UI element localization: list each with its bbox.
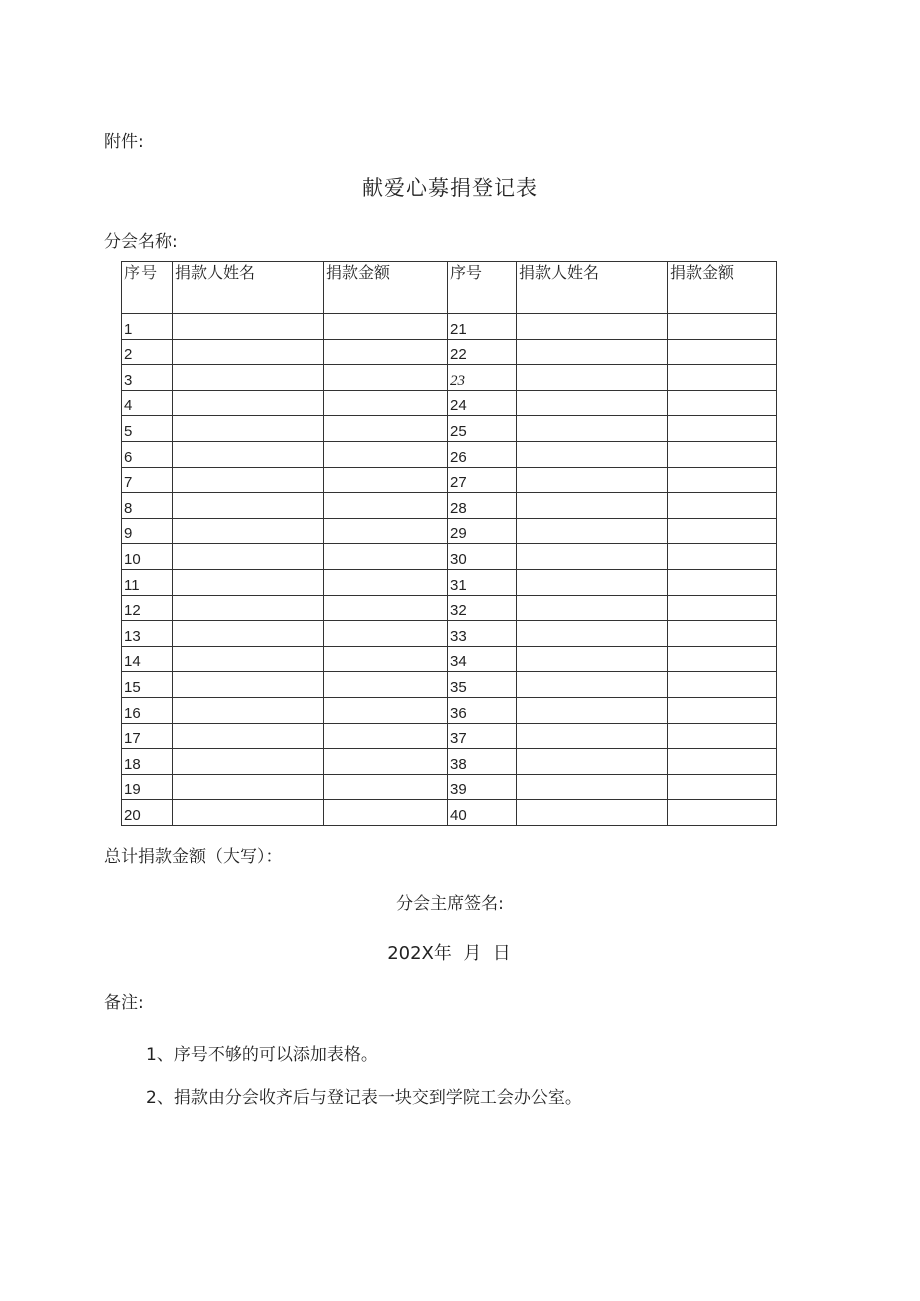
- seq-left-cell: 19: [122, 774, 173, 800]
- header-donor-name-left: 捐款人姓名: [173, 262, 324, 314]
- header-seq-right: 序号: [448, 262, 517, 314]
- seq-right-cell: 28: [448, 493, 517, 519]
- remarks-label: 备注:: [104, 993, 144, 1013]
- amount-left-cell[interactable]: [324, 390, 448, 416]
- donor-name-left-cell[interactable]: [173, 800, 324, 826]
- donor-name-right-cell[interactable]: [517, 416, 668, 442]
- amount-right-cell[interactable]: [668, 314, 777, 340]
- amount-left-cell[interactable]: [324, 749, 448, 775]
- amount-right-cell[interactable]: [668, 800, 777, 826]
- seq-right-cell: 39: [448, 774, 517, 800]
- table-row: [122, 441, 777, 467]
- amount-right-cell[interactable]: [668, 416, 777, 442]
- donor-name-right-cell[interactable]: [517, 774, 668, 800]
- donor-name-right-cell[interactable]: [517, 723, 668, 749]
- donor-name-right-cell[interactable]: [517, 646, 668, 672]
- seq-right-cell: 22: [448, 339, 517, 365]
- amount-left-cell[interactable]: [324, 416, 448, 442]
- amount-right-cell[interactable]: [668, 749, 777, 775]
- donor-name-right-cell[interactable]: [517, 467, 668, 493]
- donor-name-right-cell[interactable]: [517, 365, 668, 391]
- donor-name-left-cell[interactable]: [173, 646, 324, 672]
- seq-left-cell: 11: [122, 569, 173, 595]
- donor-name-left-cell[interactable]: [173, 339, 324, 365]
- amount-right-cell[interactable]: [668, 441, 777, 467]
- seq-right-cell: 30: [448, 544, 517, 570]
- donor-name-right-cell[interactable]: [517, 544, 668, 570]
- table-row: [122, 416, 777, 442]
- amount-left-cell[interactable]: [324, 467, 448, 493]
- amount-right-cell[interactable]: [668, 390, 777, 416]
- table-row: [122, 800, 777, 826]
- seq-right-cell: 38: [448, 749, 517, 775]
- seq-right-cell: 40: [448, 800, 517, 826]
- donor-name-left-cell[interactable]: [173, 697, 324, 723]
- donor-name-right-cell[interactable]: [517, 595, 668, 621]
- seq-left-cell: 13: [122, 621, 173, 647]
- seq-left-cell: 5: [122, 416, 173, 442]
- attachment-label: 附件:: [104, 132, 144, 152]
- donor-name-left-cell[interactable]: [173, 467, 324, 493]
- table-row: [122, 697, 777, 723]
- chair-signature-label: 分会主席签名:: [396, 894, 504, 914]
- note-item: 2、捐款由分会收齐后与登记表一块交到学院工会办公室。: [146, 1088, 582, 1108]
- amount-left-cell[interactable]: [324, 314, 448, 340]
- donor-name-left-cell[interactable]: [173, 365, 324, 391]
- amount-right-cell[interactable]: [668, 621, 777, 647]
- seq-left-cell: 3: [122, 365, 173, 391]
- seq-left-cell: 16: [122, 697, 173, 723]
- donor-name-right-cell[interactable]: [517, 749, 668, 775]
- donor-name-left-cell[interactable]: [173, 518, 324, 544]
- amount-right-cell[interactable]: [668, 467, 777, 493]
- seq-left-cell: 17: [122, 723, 173, 749]
- seq-left-cell: 4: [122, 390, 173, 416]
- donor-name-left-cell[interactable]: [173, 493, 324, 519]
- header-seq-left: 序 号: [122, 262, 173, 314]
- amount-left-cell[interactable]: [324, 441, 448, 467]
- seq-left-cell: 9: [122, 518, 173, 544]
- table-row: [122, 595, 777, 621]
- table-row: [122, 723, 777, 749]
- donor-name-left-cell[interactable]: [173, 569, 324, 595]
- table-row: [122, 390, 777, 416]
- donor-name-right-cell[interactable]: [517, 339, 668, 365]
- amount-right-cell[interactable]: [668, 723, 777, 749]
- amount-left-cell[interactable]: [324, 646, 448, 672]
- seq-left-cell: 18: [122, 749, 173, 775]
- amount-right-cell[interactable]: [668, 595, 777, 621]
- amount-left-cell[interactable]: [324, 672, 448, 698]
- amount-right-cell[interactable]: [668, 569, 777, 595]
- donor-name-left-cell[interactable]: [173, 774, 324, 800]
- table-row: [122, 314, 777, 340]
- amount-right-cell[interactable]: [668, 518, 777, 544]
- donor-name-right-cell[interactable]: [517, 314, 668, 340]
- table-header-row: [122, 262, 777, 314]
- total-amount-label: 总计捐款金额（大写）：: [104, 847, 283, 867]
- seq-left-cell: 1: [122, 314, 173, 340]
- donor-name-right-cell[interactable]: [517, 518, 668, 544]
- seq-right-cell: 21: [448, 314, 517, 340]
- header-amount-right: 捐款金额: [668, 262, 777, 314]
- amount-right-cell[interactable]: [668, 646, 777, 672]
- table-row: [122, 774, 777, 800]
- seq-right-cell: 25: [448, 416, 517, 442]
- seq-right-cell: 37: [448, 723, 517, 749]
- table-row: [122, 621, 777, 647]
- seq-left-cell: 15: [122, 672, 173, 698]
- amount-left-cell[interactable]: [324, 697, 448, 723]
- table-row: [122, 339, 777, 365]
- amount-right-cell[interactable]: [668, 697, 777, 723]
- seq-left-cell: 8: [122, 493, 173, 519]
- amount-left-cell[interactable]: [324, 800, 448, 826]
- amount-left-cell[interactable]: [324, 365, 448, 391]
- donor-name-left-cell[interactable]: [173, 314, 324, 340]
- header-donor-name-right: 捐款人姓名: [517, 262, 668, 314]
- donor-name-left-cell[interactable]: [173, 441, 324, 467]
- amount-left-cell[interactable]: [324, 569, 448, 595]
- table-row: [122, 749, 777, 775]
- header-amount-left: 捐款金额: [324, 262, 448, 314]
- seq-left-cell: 6: [122, 441, 173, 467]
- seq-left-cell: 20: [122, 800, 173, 826]
- amount-left-cell[interactable]: [324, 621, 448, 647]
- table-row: [122, 467, 777, 493]
- seq-left-cell: 14: [122, 646, 173, 672]
- amount-right-cell[interactable]: [668, 544, 777, 570]
- table-row: [122, 365, 777, 391]
- seq-right-cell: 24: [448, 390, 517, 416]
- amount-left-cell[interactable]: [324, 339, 448, 365]
- seq-right-cell: 31: [448, 569, 517, 595]
- donor-name-right-cell[interactable]: [517, 672, 668, 698]
- seq-right-cell: 34: [448, 646, 517, 672]
- amount-right-cell[interactable]: [668, 365, 777, 391]
- donor-name-right-cell[interactable]: [517, 390, 668, 416]
- seq-right-cell: 26: [448, 441, 517, 467]
- amount-left-cell[interactable]: [324, 595, 448, 621]
- donor-name-right-cell[interactable]: [517, 621, 668, 647]
- date-line: 202X年 月 日: [387, 943, 511, 964]
- amount-left-cell[interactable]: [324, 723, 448, 749]
- donor-name-right-cell[interactable]: [517, 800, 668, 826]
- amount-left-cell[interactable]: [324, 774, 448, 800]
- donor-name-left-cell[interactable]: [173, 390, 324, 416]
- seq-right-cell: 32: [448, 595, 517, 621]
- donor-name-right-cell[interactable]: [517, 441, 668, 467]
- table-row: [122, 646, 777, 672]
- page-title: 献爱心募捐登记表: [362, 176, 538, 200]
- seq-left-cell: 2: [122, 339, 173, 365]
- donor-name-left-cell[interactable]: [173, 595, 324, 621]
- donor-name-left-cell[interactable]: [173, 544, 324, 570]
- amount-right-cell[interactable]: [668, 339, 777, 365]
- amount-left-cell[interactable]: [324, 544, 448, 570]
- donor-name-left-cell[interactable]: [173, 723, 324, 749]
- note-item: 1、序号不够的可以添加表格。: [146, 1045, 378, 1065]
- seq-right-cell: 35: [448, 672, 517, 698]
- donor-name-left-cell[interactable]: [173, 621, 324, 647]
- table-row: [122, 493, 777, 519]
- table-row: [122, 672, 777, 698]
- amount-right-cell[interactable]: [668, 493, 777, 519]
- amount-right-cell[interactable]: [668, 774, 777, 800]
- amount-left-cell[interactable]: [324, 493, 448, 519]
- seq-right-cell: 29: [448, 518, 517, 544]
- seq-right-cell: 23: [448, 365, 517, 391]
- amount-left-cell[interactable]: [324, 518, 448, 544]
- seq-right-cell: 33: [448, 621, 517, 647]
- branch-name-label: 分会名称:: [104, 232, 178, 252]
- table-row: [122, 518, 777, 544]
- donor-name-right-cell[interactable]: [517, 493, 668, 519]
- donor-name-left-cell[interactable]: [173, 672, 324, 698]
- seq-right-cell: 36: [448, 697, 517, 723]
- amount-right-cell[interactable]: [668, 672, 777, 698]
- donor-name-left-cell[interactable]: [173, 416, 324, 442]
- seq-left-cell: 10: [122, 544, 173, 570]
- seq-right-cell: 27: [448, 467, 517, 493]
- donor-name-left-cell[interactable]: [173, 749, 324, 775]
- table-row: [122, 544, 777, 570]
- donor-name-right-cell[interactable]: [517, 697, 668, 723]
- donation-register-table: [121, 261, 777, 826]
- seq-left-cell: 12: [122, 595, 173, 621]
- seq-left-cell: 7: [122, 467, 173, 493]
- table-row: [122, 569, 777, 595]
- donor-name-right-cell[interactable]: [517, 569, 668, 595]
